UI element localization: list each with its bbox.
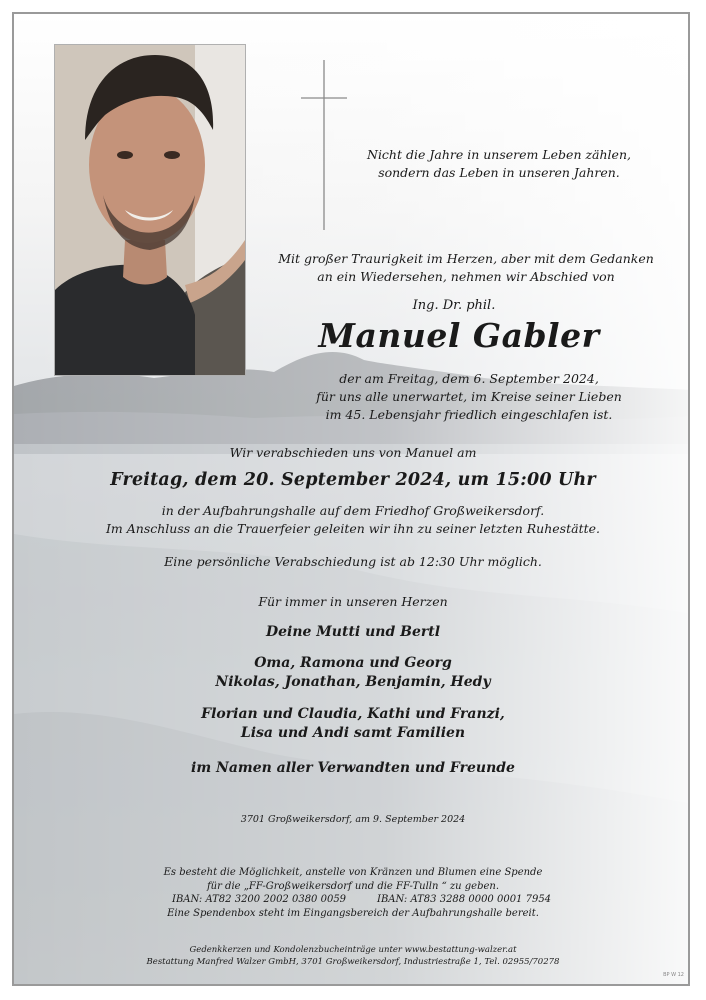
donation-box-note: Eine Spendenbox steht im Eingangsbereich der Aufbahrungshalle bereit. xyxy=(167,908,539,919)
location-line: Im Anschluss an die Trauerfeier geleiten wir ihn zu seiner letzten Ruhestätte. xyxy=(105,521,600,536)
personal-farewell-time: Eine persönliche Verabschiedung ist ab 12:30 Uhr möglich. xyxy=(164,554,542,569)
academic-title: Ing. Dr. phil. xyxy=(412,298,496,313)
cross-icon xyxy=(301,60,347,230)
death-line: für uns alle unerwartet, im Kreise seiner Lieben xyxy=(316,389,622,404)
quote-line: Nicht die Jahre in unserem Leben zählen, xyxy=(367,147,631,162)
place-date: 3701 Großweikersdorf, am 9. September 2024 xyxy=(240,814,466,825)
death-line: im 45. Lebensjahr friedlich eingeschlafen ist. xyxy=(325,407,613,422)
quote xyxy=(354,146,644,182)
intro-line: Mit großer Traurigkeit im Herzen, aber mit dem Gedanken xyxy=(278,251,654,266)
death-notice xyxy=(304,370,634,424)
mourner-group: Deine Mutti und Bertl xyxy=(265,624,441,640)
footer-line: Gedenkkerzen und Kondolenzbucheinträge unter www.bestattung-walzer.at xyxy=(189,945,517,955)
donation-line: für die „FF-Großweikersdorf und die FF-Tulln “ zu geben. xyxy=(206,881,500,892)
iban-1: IBAN: AT82 3200 2002 0380 0059 xyxy=(172,894,347,905)
footer xyxy=(14,944,690,968)
intro-line: an ein Wiedersehen, nehmen wir Abschied von xyxy=(317,269,615,284)
obituary-card xyxy=(12,12,690,986)
mourner-line: Lisa und Andi samt Familien xyxy=(240,725,466,741)
funeral-location xyxy=(14,502,690,538)
quote-line: sondern das Leben in unseren Jahren. xyxy=(378,165,620,180)
donation-line: Es besteht die Möglichkeit, anstelle von Kränzen und Blumen eine Spende xyxy=(163,867,543,878)
farewell-intro: Wir verabschieden uns von Manuel am xyxy=(229,445,477,460)
death-line: der am Freitag, dem 6. September 2024, xyxy=(339,371,599,386)
mourner-group: im Namen aller Verwandten und Freunde xyxy=(191,760,515,776)
announcement-intro xyxy=(276,250,656,286)
portrait-photo xyxy=(54,44,246,376)
mourner-group xyxy=(14,705,690,743)
mourner-line: Nikolas, Jonathan, Benjamin, Hedy xyxy=(215,674,491,690)
deceased-name: Manuel Gabler xyxy=(318,316,600,355)
location-line: in der Aufbahrungshalle auf dem Friedhof Großweikersdorf. xyxy=(161,503,545,518)
footer-line: Bestattung Manfred Walzer GmbH, 3701 Großweikersdorf, Industriestraße 1, Tel. 02955/70278 xyxy=(146,957,560,967)
iban-2: IBAN: AT83 3288 0000 0001 7954 xyxy=(377,894,552,905)
mourner-group xyxy=(14,654,690,692)
mourner-line: Oma, Ramona und Georg xyxy=(254,655,452,671)
mourner-line: Florian und Claudia, Kathi und Franzi, xyxy=(201,706,505,722)
funeral-date: Freitag, dem 20. September 2024, um 15:00 Uhr xyxy=(110,470,596,490)
mourners-heading: Für immer in unseren Herzen xyxy=(258,594,448,609)
print-code: BP W 12 xyxy=(663,972,684,978)
donation-info xyxy=(14,866,690,894)
